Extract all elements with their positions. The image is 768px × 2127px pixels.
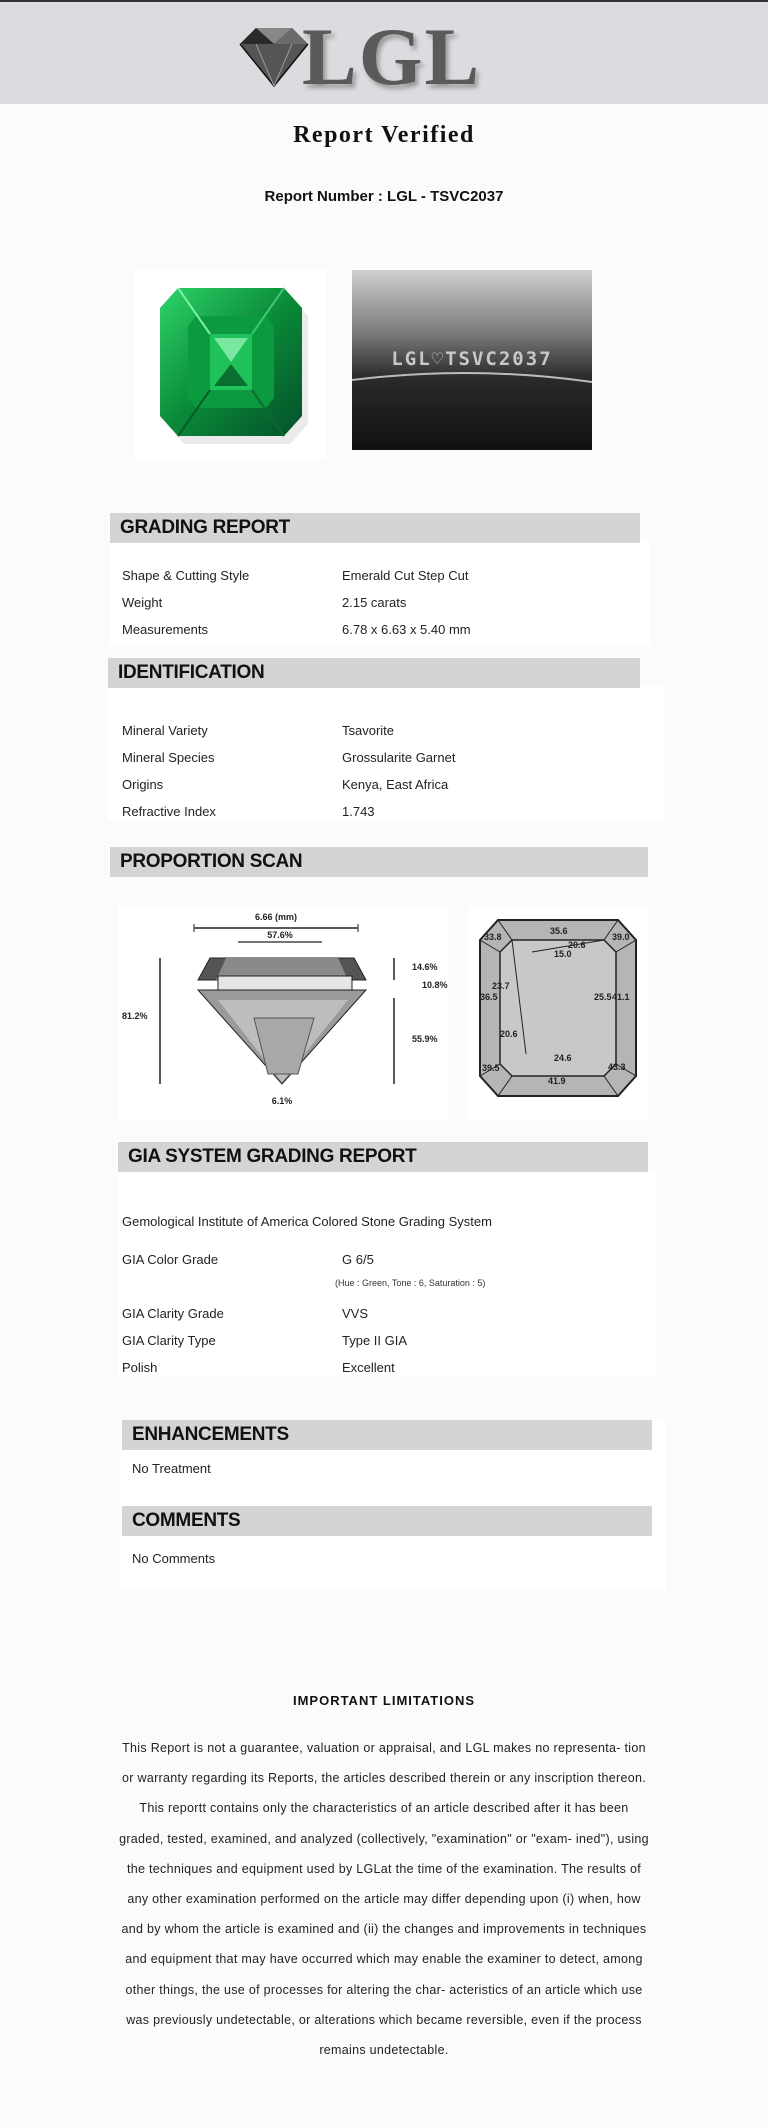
top-n: 41.9 (548, 1076, 566, 1086)
top-j: 20.6 (500, 1029, 518, 1039)
ident-label-2: Origins (122, 777, 164, 792)
gia-intro: Gemological Institute of America Colored Stone Grading System (122, 1214, 492, 1229)
ident-value-2: Kenya, East Africa (342, 777, 449, 792)
gia-color-note: (Hue : Green, Tone : 6, Saturation : 5) (335, 1278, 486, 1288)
gem-photo (134, 270, 326, 460)
limitations-text: This Report is not a guarantee, valuation or appraisal, and LGL makes no representa- tion or warranty regarding its Reports, the articles described therein or any inscription thereon. This reportt contains only the characteristics of an article described after it has been graded, tested, examined, and analyzed (collectively, "examination" or "exam- ined"), using the techniques and equipment used by LGLat the time of the examination. The results of any other examination performed on the article may differ depending upon (i) when, how and by whom the article is examined and (ii) the changes and improvements in techniques and equipment that may have occurred which may enable the examiner to detect, among other things, the use of processes for altering the char- acteristics of an article which use was previously undetectable, or alterations which became reversible, even if the process remains undetectable. (119, 1741, 649, 2058)
gia-value-1: Type II GIA (342, 1333, 408, 1348)
top-b: 35.6 (550, 926, 568, 936)
gia-label-1: GIA Clarity Type (122, 1333, 216, 1348)
top-d: 20.6 (568, 940, 586, 950)
grading-value-1: 2.15 carats (342, 595, 407, 610)
identification-heading: IDENTIFICATION (108, 658, 640, 688)
ident-value-1: Grossularite Garnet (342, 750, 456, 765)
pavilion-label: 55.9% (412, 1034, 438, 1044)
top-e: 15.0 (554, 949, 572, 959)
grading-label-2: Measurements (122, 622, 208, 637)
ident-label-1: Mineral Species (122, 750, 215, 765)
top-f: 23.7 (492, 981, 510, 991)
ident-label-0: Mineral Variety (122, 723, 208, 738)
top-k: 24.6 (554, 1053, 572, 1063)
comments-value: No Comments (132, 1551, 216, 1566)
inscription-photo (352, 270, 592, 450)
gia-label-0: GIA Clarity Grade (122, 1306, 224, 1321)
gia-heading: GIA SYSTEM GRADING REPORT (118, 1142, 648, 1172)
culet-label: 6.1% (271, 1096, 293, 1106)
gia-color-label: GIA Color Grade (122, 1252, 219, 1267)
grading-label-0: Shape & Cutting Style (122, 568, 250, 583)
enhancements-value: No Treatment (132, 1461, 211, 1476)
inscription-text: LGL♡TSVC2037 (391, 348, 553, 370)
depth-label: 81.2% (122, 1011, 148, 1021)
proportion-heading: PROPORTION SCAN (110, 847, 648, 877)
limitations-heading: IMPORTANT LIMITATIONS (292, 1693, 476, 1708)
top-m: 43.3 (608, 1062, 626, 1072)
ident-value-0: Tsavorite (342, 723, 395, 738)
crown-label: 14.6% (412, 962, 438, 972)
table-label: 57.6% (267, 930, 293, 940)
report-number: Report Number : LGL - TSVC2037 (264, 188, 504, 205)
logo-text: LGL (302, 11, 482, 102)
grading-label-1: Weight (122, 595, 163, 610)
comments-heading: COMMENTS (122, 1506, 652, 1536)
grading-value-2: 6.78 x 6.63 x 5.40 mm (342, 622, 471, 637)
header-banner (0, 0, 768, 104)
gia-value-0: VVS (342, 1306, 369, 1321)
width-label: 6.66 (mm) (254, 912, 298, 922)
top-c: 39.0 (612, 932, 630, 942)
top-a: 33.8 (484, 932, 502, 942)
lgl-logo (232, 11, 492, 102)
grading-value-0: Emerald Cut Step Cut (342, 568, 469, 583)
girdle-label: 10.8% (422, 980, 448, 990)
gia-color-value: G 6/5 (342, 1252, 374, 1267)
page-title: Report Verified (293, 122, 475, 148)
top-i: 41.1 (612, 992, 630, 1002)
diamond-logo-icon (232, 22, 312, 92)
ident-value-3: 1.743 (342, 804, 375, 819)
top-l: 39.5 (482, 1063, 500, 1073)
enhancements-heading: ENHANCEMENTS (122, 1420, 652, 1450)
grading-heading: GRADING REPORT (110, 513, 640, 543)
ident-label-3: Refractive Index (122, 804, 216, 819)
top-view-diagram (468, 906, 648, 1120)
gia-value-2: Excellent (342, 1360, 395, 1375)
top-g: 36.5 (480, 992, 498, 1002)
top-h: 25.5 (594, 992, 612, 1002)
gia-label-2: Polish (122, 1360, 158, 1375)
side-profile-diagram (118, 906, 448, 1120)
